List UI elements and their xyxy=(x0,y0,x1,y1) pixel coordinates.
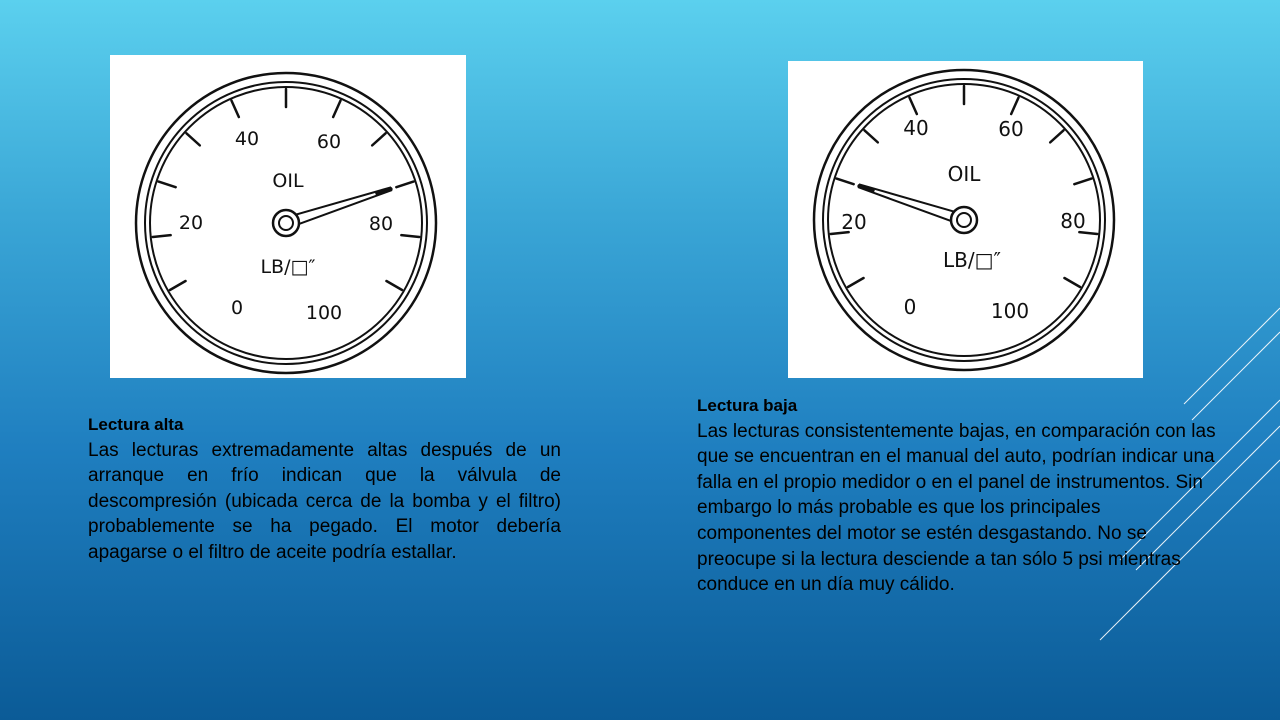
gauge-tick-80: 80 xyxy=(1060,209,1086,233)
oil-pressure-gauge-high xyxy=(110,55,466,378)
gauge-tick-mark xyxy=(372,133,385,145)
gauge-tick-20: 20 xyxy=(841,210,867,234)
gauge-oil-label: OIL xyxy=(947,162,981,186)
low-reading-body: Las lecturas consistentemente bajas, en comparación con las que se encuentran en el manual del auto, podrían indicar una falla en el propio medidor o en el panel de instrumentos. Sin embargo lo más probable es que los principales componentes del motor se estén desgastando. No se preocupe si la lectura desciende a tan sólo 5 psi mientras conduce en un día muy cálido. xyxy=(697,420,1216,596)
gauge-hub-inner xyxy=(957,213,971,227)
gauge-unit-label: LB/□″ xyxy=(943,248,1001,272)
gauge-tick-mark xyxy=(401,235,419,237)
oil-pressure-gauge-low xyxy=(788,61,1143,378)
low-reading-title: Lectura baja xyxy=(697,396,798,415)
gauge-tick-mark xyxy=(837,179,854,185)
gauge-tick-20: 20 xyxy=(178,212,204,234)
gauge-tick-mark xyxy=(170,281,186,290)
high-reading-title: Lectura alta xyxy=(88,415,184,434)
gauge-tick-mark xyxy=(1050,130,1063,142)
gauge-oil-label: OIL xyxy=(272,170,304,192)
gauge-tick-0: 0 xyxy=(230,297,244,319)
gauge-tick-mark xyxy=(864,130,877,142)
gauge-tick-mark xyxy=(909,98,916,114)
gauge-tick-mark xyxy=(386,281,402,290)
gauge-tick-0: 0 xyxy=(903,295,917,319)
gauge-tick-mark xyxy=(1064,278,1080,287)
gauge-tick-mark xyxy=(1011,98,1018,114)
gauge-tick-mark xyxy=(186,133,199,145)
gauge-tick-40: 40 xyxy=(234,128,260,150)
gauge-tick-100: 100 xyxy=(990,299,1030,323)
high-reading-body: Las lecturas extremadamente altas después de un arranque en frío indican que la válvula de descompresión (ubicada cerca de la bomba y el filtro) probablemente se ha pegado. El motor debería apagarse o el filtro de aceite podría estallar. xyxy=(88,439,561,563)
gauge-tick-60: 60 xyxy=(316,131,342,153)
gauge-tick-mark xyxy=(153,235,171,237)
gauge-tick-40: 40 xyxy=(903,116,929,140)
gauge-tick-80: 80 xyxy=(368,213,394,235)
gauge-tick-100: 100 xyxy=(305,302,343,324)
high-reading-section xyxy=(88,412,561,566)
gauge-tick-mark xyxy=(333,101,340,117)
gauge-tick-mark xyxy=(396,182,413,188)
gauge-tick-mark xyxy=(1074,179,1091,185)
gauge-tick-60: 60 xyxy=(998,117,1024,141)
low-reading-gauge-image xyxy=(788,61,1143,378)
gauge-tick-mark xyxy=(231,101,238,117)
low-reading-section xyxy=(697,393,1217,598)
gauge-hub-inner xyxy=(279,216,293,230)
gauge-tick-mark xyxy=(159,182,176,188)
gauge-tick-mark xyxy=(848,278,864,287)
gauge-unit-label: LB/□″ xyxy=(260,256,316,278)
high-reading-gauge-image xyxy=(110,55,466,378)
